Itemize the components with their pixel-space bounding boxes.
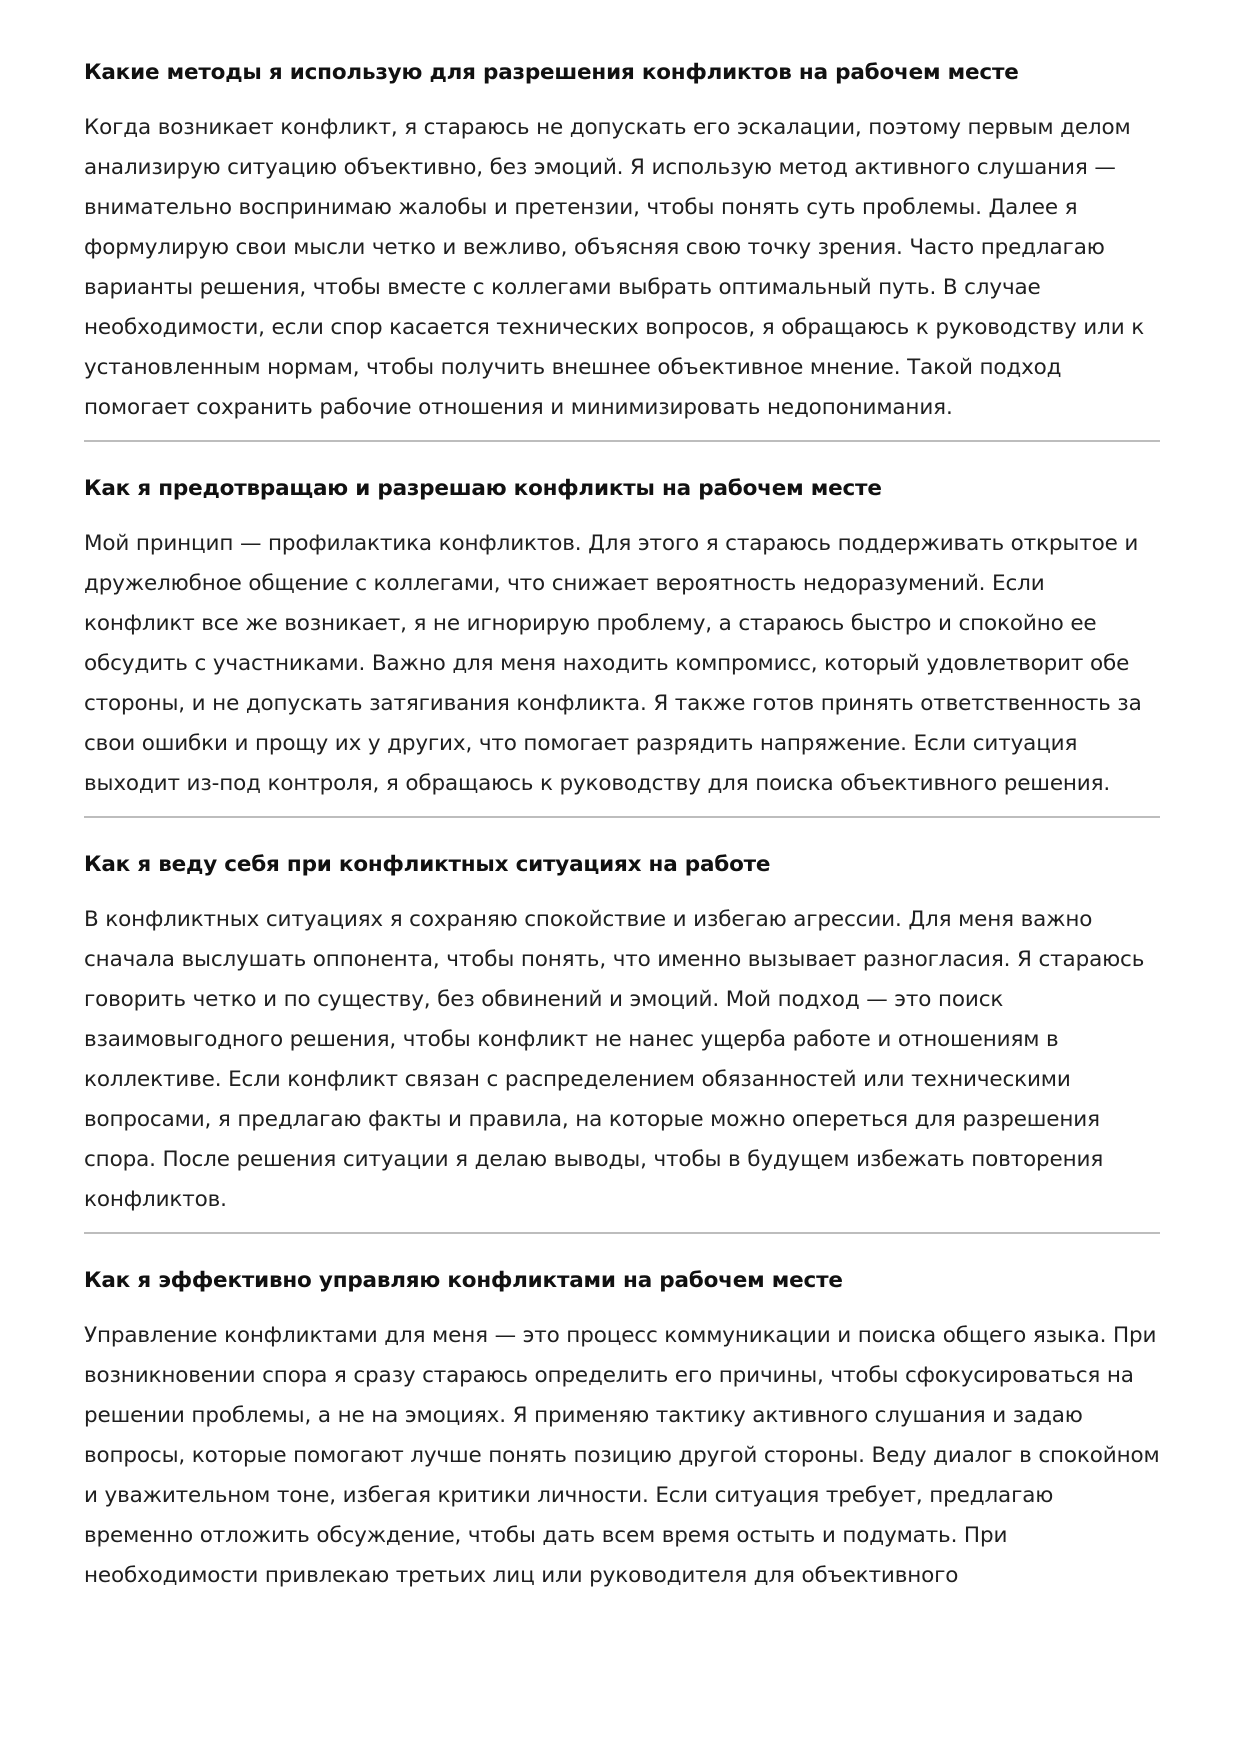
section-body: Мой принцип — профилактика конфликтов. Для этого я стараюсь поддерживать открытое и дружелюбное общение с коллегами, что снижает вероятность недоразумений. Если конфликт все же возникает, я не игнорирую проблему, а стараюсь быстро и спокойно ее обсудить с участниками. Важно для меня находить компромисс, который удовлетворит обе стороны, и не допускать затягивания конфликта. Я также готов принять ответственность за свои ошибки и прощу их у других, что помогает разрядить напряжение. Если ситуация выходит из-под контроля, я обращаюсь к руководству для поиска объективного решения. xyxy=(84,531,1142,796)
section-divider xyxy=(84,440,1160,442)
section-divider xyxy=(84,816,1160,818)
section-body: Управление конфликтами для меня — это процесс коммуникации и поиска общего языка. При возникновении спора я сразу стараюсь определить его причины, чтобы сфокусироваться на решении проблемы, а не на эмоциях. Я применяю тактику активного слушания и задаю вопросы, которые помогают лучше понять позицию другой стороны. Веду диалог в спокойном и уважительном тоне, избегая критики личности. Если ситуация требует, предлагаю временно отложить обсуждение, чтобы дать всем время остыть и подумать. При необходимости привлекаю третьих лиц или руководителя для объективного xyxy=(84,1323,1160,1588)
section-body: В конфликтных ситуациях я сохраняю спокойствие и избегаю агрессии. Для меня важно сначала выслушать оппонента, чтобы понять, что именно вызывает разногласия. Я стараюсь говорить четко и по существу, без обвинений и эмоций. Мой подход — это поиск взаимовыгодного решения, чтобы конфликт не нанес ущерба работе и отношениям в коллективе. Если конфликт связан с распределением обязанностей или техническими вопросами, я предлагаю факты и правила, на которые можно опереться для разрешения спора. После решения ситуации я делаю выводы, чтобы в будущем избежать повторения конфликтов. xyxy=(84,907,1145,1212)
section-heading: Как я эффективно управляю конфликтами на рабочем месте xyxy=(84,1268,843,1293)
section-divider xyxy=(84,1232,1160,1234)
document-page xyxy=(84,58,1160,1596)
section-heading: Как я веду себя при конфликтных ситуациях на работе xyxy=(84,852,771,877)
section-conflict-prevention xyxy=(84,474,1160,804)
section-conflict-behavior xyxy=(84,850,1160,1220)
section-heading: Как я предотвращаю и разрешаю конфликты на рабочем месте xyxy=(84,476,882,501)
section-heading: Какие методы я использую для разрешения конфликтов на рабочем месте xyxy=(84,60,1019,85)
section-conflict-management xyxy=(84,1266,1160,1596)
section-conflict-methods xyxy=(84,58,1160,428)
section-body: Когда возникает конфликт, я стараюсь не допускать его эскалации, поэтому первым делом анализирую ситуацию объективно, без эмоций. Я использую метод активного слушания — внимательно воспринимаю жалобы и претензии, чтобы понять суть проблемы. Далее я формулирую свои мысли четко и вежливо, объясняя свою точку зрения. Часто предлагаю варианты решения, чтобы вместе с коллегами выбрать оптимальный путь. В случае необходимости, если спор касается технических вопросов, я обращаюсь к руководству или к установленным нормам, чтобы получить внешнее объективное мнение. Такой подход помогает сохранить рабочие отношения и минимизировать недопонимания. xyxy=(84,115,1145,420)
